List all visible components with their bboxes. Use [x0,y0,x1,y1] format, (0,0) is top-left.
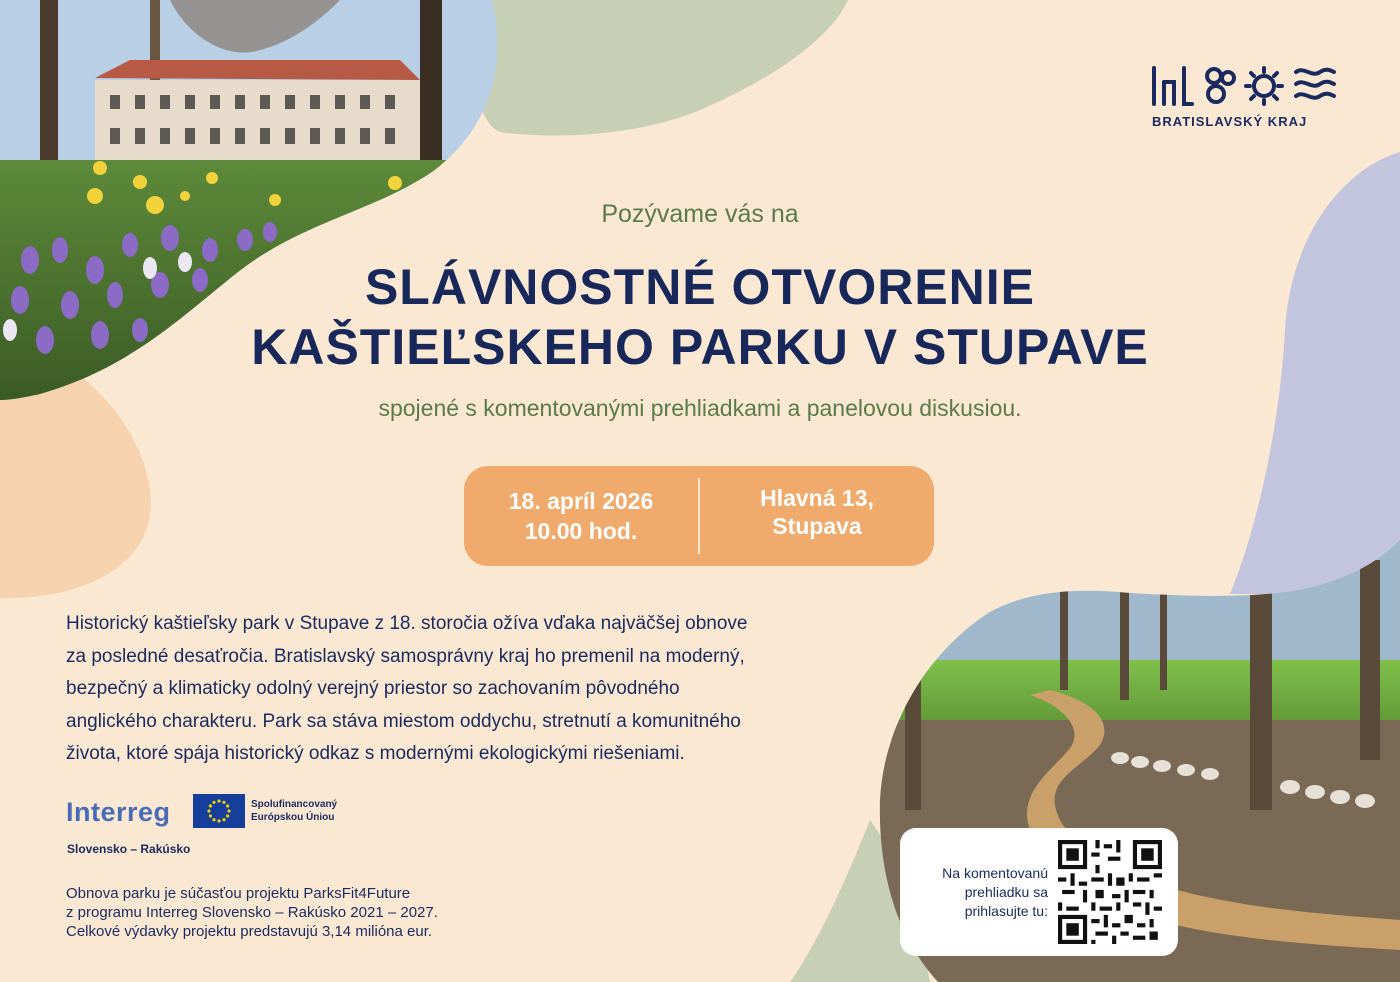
brand-name: BRATISLAVSKÝ KRAJ [1152,114,1308,129]
registration-line-1: Na komentovanú [942,865,1048,881]
event-datetime [464,486,698,546]
event-date: 18. apríl 2026 [508,488,654,514]
description-line: Historický kaštieľsky park v Stupave z 18. storočia ožíva vďaka najväčšej obnove [66,613,748,634]
qr-code-icon[interactable] [1058,840,1162,944]
footer-line: z programu Interreg Slovensko – Rakúsko 2021 – 2027. [66,904,438,921]
registration-line-2: prehliadku sa [964,884,1048,900]
interreg-logo: Interreg [66,797,171,827]
event-title-line-1: SLÁVNOSTNÉ OTVORENIE [364,259,1036,315]
eu-cofunding-text [251,798,337,824]
description-line: anglického charakteru. Park sa stáva miestom oddychu, stretnutí a komunitného [66,710,741,732]
eu-flag-icon [193,794,245,828]
footer-line: Obnova parku je súčasťou projektu ParksFit4Future [66,885,411,902]
invitation-intro: Pozývame vás na [601,200,799,228]
event-address-line-1: Hlavná 13, [760,485,874,511]
description-line: života, ktoré spája historický odkaz s modernými ekologickými riešeniami. [66,743,685,765]
sage-blob-top [474,0,848,136]
event-title-line-2: KAŠTIEĽSKEHO PARKU V STUPAVE [251,319,1149,375]
bratislava-region-logo [1148,62,1338,129]
registration-text [918,864,1048,921]
event-location [700,484,934,540]
eu-line-2: Európskou Úniou [251,812,335,823]
description-line: za posledné desaťročia. Bratislavský samosprávny kraj ho premenil na moderný, [66,645,745,667]
programme-area: Slovensko – Rakúsko [67,842,191,856]
project-footer [66,884,438,941]
bratislava-region-logo-icon [1148,62,1338,110]
eu-line-1: Spolufinancovaný [251,799,338,810]
event-subtitle: spojené s komentovanými prehliadkami a panelovou diskusiou. [378,395,1022,421]
footer-line: Celkové výdavky projektu predstavujú 3,14 milióna eur. [66,923,433,940]
registration-line-3: prihlasujte tu: [964,903,1048,919]
registration-card [900,828,1178,956]
event-address-line-2: Stupava [772,513,862,539]
description-line: bezpečný a klimaticky odolný verejný priestor so zachovaním pôvodného [66,678,680,700]
description-paragraph [66,608,896,771]
event-time: 10.00 hod. [524,518,638,544]
event-details-pill [464,466,934,566]
